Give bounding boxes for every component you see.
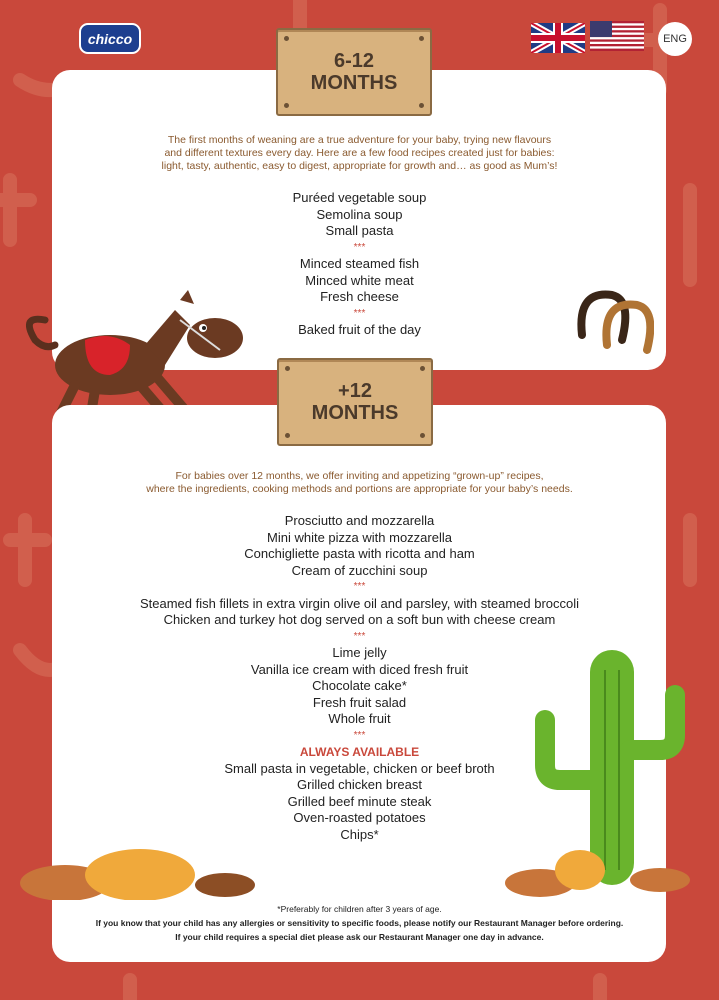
footer-notes: [0, 902, 719, 944]
menu-item: Grilled beef minute steak: [287, 793, 432, 809]
menu-item: Chips*: [340, 826, 379, 842]
us-flag-icon[interactable]: [590, 21, 644, 51]
intro-line: For babies over 12 months, we offer inviting and appetizing “grown-up” recipes,: [175, 470, 544, 482]
intro-line: and different textures every day. Here are a few food recipes created just for babies:: [164, 147, 555, 159]
menu-item: Lime jelly: [332, 645, 387, 660]
always-available-header: ALWAYS AVAILABLE: [299, 745, 420, 759]
menu-separator: ***: [353, 729, 366, 741]
special-diet-notice: If your child requires a special diet please ask our Restaurant Manager one day in advance.: [175, 932, 544, 942]
menu-separator: ***: [353, 241, 366, 253]
menu-item: Whole fruit: [328, 711, 391, 726]
menu-item: Oven-roasted potatoes: [293, 810, 426, 825]
allergy-notice: If you know that your child has any allergies or sensitivity to specific foods, please notify our Restaurant Manager before ordering.: [95, 918, 624, 928]
menu-item: Prosciutto and mozzarella: [284, 513, 435, 528]
sign-line-1: 6-12: [333, 50, 374, 72]
menu-item: Small pasta in vegetable, chicken or beef broth: [224, 760, 495, 776]
menu-item: Vanilla ice cream with diced fresh fruit: [250, 661, 469, 677]
chicco-logo[interactable]: [79, 23, 141, 54]
menu-item: Puréed vegetable soup: [292, 190, 427, 205]
sign-12-plus-months: [277, 358, 433, 446]
menu-item: Conchigliette pasta with ricotta and ham: [244, 546, 475, 561]
menu-item: Minced white meat: [305, 272, 414, 288]
menu-item: Fresh cheese: [320, 289, 399, 304]
language-button[interactable]: [658, 22, 692, 56]
logo-text: chicco: [87, 30, 133, 47]
intro-line: where the ingredients, cooking methods and portions are appropriate for your baby’s needs.: [146, 483, 573, 495]
desert-rocks: [20, 835, 700, 900]
menu-separator: ***: [353, 307, 366, 319]
menu-item: Grilled chicken breast: [297, 777, 422, 792]
sign-6-12-months: [276, 28, 432, 116]
menu-item: Fresh fruit salad: [312, 694, 407, 710]
menu-separator: ***: [353, 630, 366, 642]
menu-item: Cream of zucchini soup: [291, 562, 428, 578]
intro-text-6-12: [0, 134, 719, 173]
sign-line-2: MONTHS: [310, 72, 398, 94]
sign-line-1: +12: [338, 380, 372, 402]
menu-item: Chicken and turkey hot dog served on a soft bun with cheese cream: [163, 612, 556, 627]
menu-item: Mini white pizza with mozzarella: [267, 529, 452, 545]
menu-item: Semolina soup: [316, 206, 403, 222]
menu-item: Small pasta: [325, 223, 394, 238]
menu-item: Baked fruit of the day: [298, 322, 421, 337]
menu-item: Minced steamed fish: [299, 256, 420, 271]
intro-line: light, tasty, authentic, easy to digest, appropriate for growth and… as good as Mum’s!: [161, 160, 558, 172]
language-label: ENG: [663, 33, 687, 45]
intro-text-12-plus: [0, 470, 719, 496]
sign-line-2: MONTHS: [311, 402, 399, 424]
intro-line: The first months of weaning are a true adventure for your baby, trying new flavours: [167, 134, 552, 146]
menu-item: Chocolate cake*: [312, 678, 407, 693]
horseshoes-icon: [572, 285, 654, 357]
menu-item: Steamed fish fillets in extra virgin olive oil and parsley, with steamed broccoli: [139, 595, 580, 611]
uk-flag-icon[interactable]: [531, 23, 585, 53]
footnote: *Preferably for children after 3 years of age.: [277, 904, 442, 914]
menu-separator: ***: [353, 581, 366, 592]
